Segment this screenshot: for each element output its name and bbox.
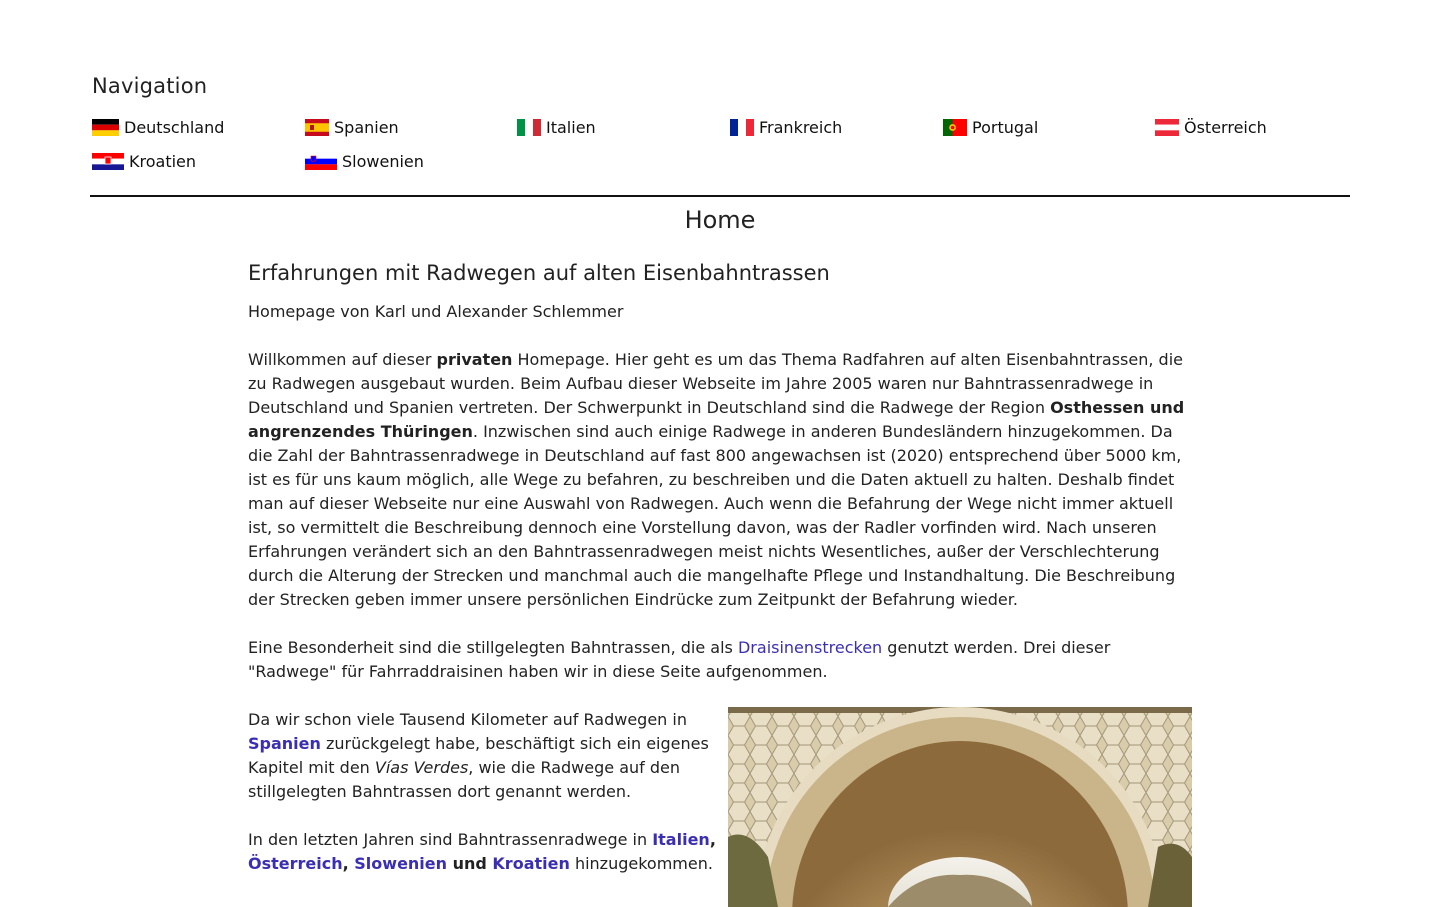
text-span: hinzugekommen. bbox=[569, 854, 713, 873]
nav-item-label: Frankreich bbox=[759, 118, 843, 137]
page-title: Home bbox=[684, 206, 756, 234]
oesterreich-link[interactable]: Österreich bbox=[248, 854, 343, 873]
spain-paragraph bbox=[248, 708, 718, 804]
nav-item-spanien[interactable] bbox=[305, 118, 399, 137]
croatia-flag-icon bbox=[92, 153, 124, 170]
bold-text: privaten bbox=[436, 350, 513, 369]
italy-flag-icon bbox=[517, 119, 541, 136]
nav-item-oesterreich[interactable] bbox=[1155, 118, 1267, 137]
draisine-paragraph bbox=[248, 636, 1193, 684]
left-column bbox=[248, 708, 718, 876]
subtitle: Homepage von Karl und Alexander Schlemmer bbox=[248, 302, 624, 321]
text-span: zurückgelegt habe, beschäftigt sich ein eigenes Kapitel mit den bbox=[248, 734, 709, 777]
separator: , bbox=[342, 854, 355, 873]
nav-item-label: Portugal bbox=[972, 118, 1039, 137]
navigation-title: Navigation bbox=[92, 74, 208, 98]
nav-item-deutschland[interactable] bbox=[92, 118, 224, 137]
spanien-link[interactable]: Spanien bbox=[248, 734, 321, 753]
austria-flag-icon bbox=[1155, 119, 1179, 136]
tunnel-photo bbox=[728, 707, 1192, 907]
nav-item-portugal[interactable] bbox=[943, 118, 1038, 137]
separator: , bbox=[709, 830, 716, 849]
france-flag-icon bbox=[730, 119, 754, 136]
text-span: Willkommen auf dieser bbox=[248, 350, 437, 369]
text-span: Eine Besonderheit sind die stillgelegten Bahntrassen, die als bbox=[248, 638, 738, 657]
text-span: genutzt werden. Drei dieser "Radwege" für Fahrraddraisinen haben wir in diese Seite aufgenommen. bbox=[248, 638, 1111, 681]
main-content bbox=[248, 258, 1193, 900]
italien-link[interactable]: Italien bbox=[652, 830, 710, 849]
germany-flag-icon bbox=[92, 119, 119, 136]
intro-paragraph bbox=[248, 348, 1193, 612]
nav-item-label: Spanien bbox=[334, 118, 399, 137]
spain-flag-icon bbox=[305, 119, 329, 136]
text-span: Da wir schon viele Tausend Kilometer auf Radwegen in bbox=[248, 710, 687, 729]
nav-item-label: Italien bbox=[546, 118, 596, 137]
nav-item-kroatien[interactable] bbox=[92, 152, 196, 171]
text-span: . Inzwischen sind auch einige Radwege in anderen Bundesländern hinzugekommen. Da die Zahl der Bahntrassenradwege in Deutschland auf fast 800 angewachsen ist (2020) entsprechend über 5000 km, ist es für uns kaum möglich, alle Wege zu befahren, zu beschreiben und die Daten aktuell zu halten. Deshalb findet man auf dieser Webseite nur eine Auswahl von Radwegen. Auch wenn die Befahrung der Wege nicht immer aktuell ist, so vermittelt die Beschreibung dennoch eine Vorstellung davon, was der Radler vorfinden wird. Nach unseren Erfahrungen verändert sich an den Bahntrassenradwegen meist nichts Wesentliches, außer der Verschlechterung durch die Alterung der Strecken und manchmal auch die mangelhafte Pflege und Instandhaltung. Die Beschreibung der Strecken geben immer unsere persönlichen Eindrücke zum Zeitpunkt der Befahrung wieder. bbox=[248, 422, 1182, 609]
nav-item-label: Österreich bbox=[1184, 118, 1267, 137]
text-span: Homepage. Hier geht es um das Thema Radfahren auf alten Eisenbahntrassen, die zu Radwegen ausgebaut wurden. Beim Aufbau dieser Webseite im Jahre 2005 waren nur Bahntrassenradwege in Deutschland und Spanien vertreten. Der Schwerpunkt in Deutschland sind die Radwege der Region bbox=[248, 350, 1183, 417]
draisinenstrecken-link[interactable]: Draisinenstrecken bbox=[737, 638, 883, 657]
tunnel-arch-image bbox=[728, 707, 1192, 907]
nav-item-label: Kroatien bbox=[129, 152, 197, 171]
slovenia-flag-icon bbox=[305, 153, 337, 170]
bold-text: Osthessen und angrenzendes Thüringen bbox=[248, 398, 1185, 441]
text-span: , wie die Radwege auf den stillgelegten Bahntrassen dort genannt werden. bbox=[248, 758, 680, 801]
portugal-flag-icon bbox=[943, 119, 967, 136]
kroatien-link[interactable]: Kroatien bbox=[492, 854, 570, 873]
nav-item-italien[interactable] bbox=[517, 118, 596, 137]
nav-item-slowenien[interactable] bbox=[305, 152, 424, 171]
text-span: In den letzten Jahren sind Bahntrassenradwege in bbox=[248, 830, 653, 849]
divider bbox=[90, 195, 1350, 197]
italic-text: Vías Verdes bbox=[374, 758, 469, 777]
nav-item-frankreich[interactable] bbox=[730, 118, 842, 137]
countries-paragraph bbox=[248, 828, 718, 876]
slowenien-link[interactable]: Slowenien bbox=[354, 854, 448, 873]
nav-item-label: Deutschland bbox=[124, 118, 225, 137]
conjunction: und bbox=[447, 854, 493, 873]
nav-item-label: Slowenien bbox=[342, 152, 424, 171]
main-heading: Erfahrungen mit Radwegen auf alten Eisenbahntrassen bbox=[248, 261, 830, 285]
